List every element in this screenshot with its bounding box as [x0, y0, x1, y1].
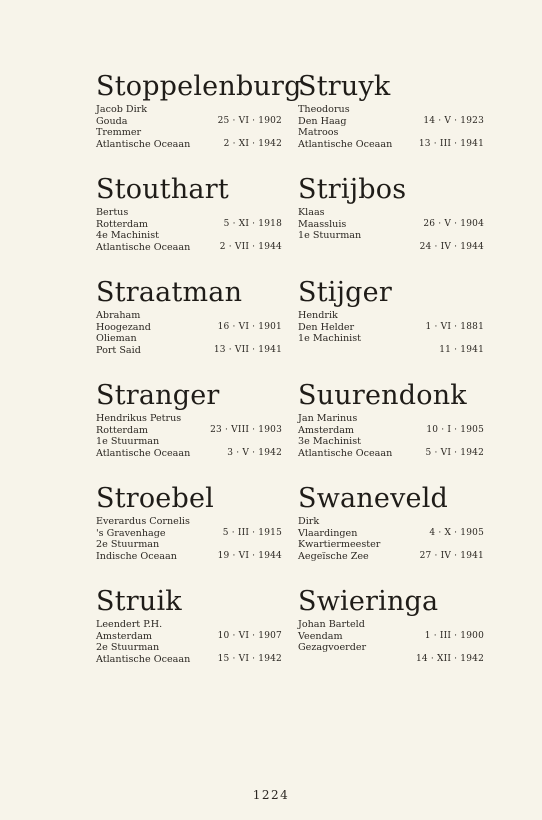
- surname: Struik: [96, 586, 182, 617]
- place-of-death: Aegeïsche Zee: [298, 550, 369, 562]
- entry-suurendonk: [298, 379, 484, 482]
- birth-line: [96, 528, 282, 540]
- death-line: [96, 654, 282, 666]
- birthplace: Rotterdam: [96, 424, 148, 436]
- death-date: 27 · IV · 1941: [419, 550, 484, 561]
- rank-line: [96, 127, 282, 139]
- birthplace: Amsterdam: [298, 424, 355, 436]
- place-of-death: Atlantische Oceaan: [298, 447, 393, 459]
- first-names: Dirk: [298, 516, 320, 527]
- rank-line: [298, 642, 484, 654]
- death-date: 13 · VII · 1941: [213, 344, 282, 355]
- first-names-line: [96, 413, 282, 425]
- rank: 1e Machinist: [298, 333, 362, 344]
- first-names: Hendrikus Petrus: [96, 413, 182, 424]
- birth-date: 1 · III · 1900: [424, 630, 484, 641]
- birth-date: 16 · VI · 1901: [217, 321, 282, 332]
- birthplace: Veendam: [298, 630, 343, 642]
- place-of-death: Atlantische Oceaan: [96, 138, 191, 150]
- place-of-death: Indische Oceaan: [96, 550, 177, 562]
- death-line: [96, 345, 282, 357]
- birth-date: 25 · VI · 1902: [217, 115, 282, 126]
- rank-line: [298, 539, 484, 551]
- first-names: Klaas: [298, 207, 325, 218]
- birth-date: 5 · XI · 1918: [223, 218, 282, 229]
- birth-date: 10 · VI · 1907: [217, 630, 282, 641]
- surname: Strijbos: [298, 174, 407, 205]
- birthplace: Gouda: [96, 115, 128, 127]
- rank-line: [96, 642, 282, 654]
- entry-swieringa: [298, 585, 484, 688]
- death-date: 3 · V · 1942: [227, 447, 282, 458]
- death-date: 19 · VI · 1944: [217, 550, 282, 561]
- surname: Suurendonk: [298, 380, 467, 411]
- death-date: 5 · VI · 1942: [425, 447, 484, 458]
- place-of-death: Atlantische Oceaan: [96, 653, 191, 665]
- surname: Stroebel: [96, 483, 214, 514]
- birth-date: 5 · III · 1915: [222, 527, 282, 538]
- entry-stroebel: [96, 482, 282, 585]
- birth-date: 4 · X · 1905: [429, 527, 484, 538]
- place-of-death: Atlantische Oceaan: [298, 138, 393, 150]
- entry-strijbos: [298, 173, 484, 276]
- surname: Swieringa: [298, 586, 439, 617]
- birthplace: Rotterdam: [96, 218, 148, 230]
- rank-line: [96, 230, 282, 242]
- entry-struik: [96, 585, 282, 688]
- birth-date: 1 · VI · 1881: [425, 321, 484, 332]
- birth-line: [96, 631, 282, 643]
- first-names-line: [298, 310, 484, 322]
- entry-stranger: [96, 379, 282, 482]
- birthplace: Amsterdam: [96, 630, 153, 642]
- death-line: [96, 448, 282, 460]
- birth-line: [298, 219, 484, 231]
- rank: Olieman: [96, 333, 137, 344]
- first-names-line: [96, 310, 282, 322]
- death-date: 24 · IV · 1944: [419, 241, 484, 252]
- rank: Gezagvoerder: [298, 642, 367, 653]
- death-line: [96, 242, 282, 254]
- rank-line: [298, 230, 484, 242]
- first-names-line: [298, 207, 484, 219]
- rank: 4e Machinist: [96, 230, 160, 241]
- right-column: [298, 70, 484, 688]
- birth-line: [96, 425, 282, 437]
- death-line: [298, 551, 484, 563]
- place-of-death: Atlantische Oceaan: [96, 241, 191, 253]
- surname: Stranger: [96, 380, 220, 411]
- first-names-line: [96, 516, 282, 528]
- first-names-line: [96, 207, 282, 219]
- birthplace: Hoogezand: [96, 321, 151, 333]
- first-names: Hendrik: [298, 310, 338, 321]
- death-date: 14 · XII · 1942: [415, 653, 484, 664]
- first-names: Leendert P.H.: [96, 619, 163, 630]
- birth-line: [96, 116, 282, 128]
- entry-stouthart: [96, 173, 282, 276]
- birth-line: [298, 116, 484, 128]
- rank-line: [298, 127, 484, 139]
- entry-swaneveld: [298, 482, 484, 585]
- first-names-line: [298, 516, 484, 528]
- birth-date: 10 · I · 1905: [426, 424, 484, 435]
- entry-straatman: [96, 276, 282, 379]
- birth-date: 14 · V · 1923: [423, 115, 484, 126]
- birth-date: 23 · VIII · 1903: [210, 424, 282, 435]
- first-names-line: [96, 104, 282, 116]
- first-names-line: [298, 619, 484, 631]
- death-date: 2 · XI · 1942: [223, 138, 282, 149]
- first-names-line: [298, 104, 484, 116]
- first-names: Bertus: [96, 207, 129, 218]
- birth-line: [298, 322, 484, 334]
- place-of-death: Atlantische Oceaan: [96, 447, 191, 459]
- entry-struyk: [298, 70, 484, 173]
- rank: 3e Machinist: [298, 436, 362, 447]
- birth-line: [298, 425, 484, 437]
- first-names: Abraham: [96, 310, 141, 321]
- page-number: 1224: [252, 788, 290, 802]
- rank-line: [298, 333, 484, 345]
- birth-line: [96, 322, 282, 334]
- birth-date: 26 · V · 1904: [423, 218, 484, 229]
- death-date: 2 · VII · 1944: [219, 241, 282, 252]
- death-date: 13 · III · 1941: [418, 138, 484, 149]
- surname: Straatman: [96, 277, 243, 308]
- death-line: [298, 654, 484, 666]
- entry-stijger: [298, 276, 484, 379]
- rank-line: [298, 436, 484, 448]
- birth-line: [298, 631, 484, 643]
- first-names: Jan Marinus: [298, 413, 358, 424]
- death-line: [96, 139, 282, 151]
- death-line: [298, 448, 484, 460]
- rank-line: [96, 436, 282, 448]
- rank-line: [96, 539, 282, 551]
- rank: Kwartiermeester: [298, 539, 381, 550]
- left-column: [96, 70, 302, 688]
- birthplace: 's Gravenhage: [96, 527, 166, 539]
- first-names: Jacob Dirk: [96, 104, 148, 115]
- rank: 1e Stuurman: [298, 230, 362, 241]
- rank: Matroos: [298, 127, 339, 138]
- surname: Struyk: [298, 71, 391, 102]
- first-names: Johan Barteld: [298, 619, 365, 630]
- first-names-line: [96, 619, 282, 631]
- death-line: [298, 345, 484, 357]
- rank: Tremmer: [96, 127, 142, 138]
- birthplace: Maassluis: [298, 218, 347, 230]
- rank: 2e Stuurman: [96, 642, 160, 653]
- death-line: [298, 139, 484, 151]
- birthplace: Den Haag: [298, 115, 347, 127]
- place-of-death: Port Said: [96, 344, 141, 356]
- death-line: [96, 551, 282, 563]
- rank: 2e Stuurman: [96, 539, 160, 550]
- birthplace: Den Helder: [298, 321, 355, 333]
- surname: Stoppelenburg: [96, 71, 302, 102]
- first-names-line: [298, 413, 484, 425]
- rank-line: [96, 333, 282, 345]
- first-names: Theodorus: [298, 104, 350, 115]
- death-line: [298, 242, 484, 254]
- surname: Stijger: [298, 277, 392, 308]
- surname: Swaneveld: [298, 483, 449, 514]
- surname: Stouthart: [96, 174, 229, 205]
- first-names: Everardus Cornelis: [96, 516, 190, 527]
- birthplace: Vlaardingen: [298, 527, 358, 539]
- birth-line: [298, 528, 484, 540]
- entry-stoppelenburg: [96, 70, 302, 173]
- death-date: 11 · 1941: [439, 344, 484, 355]
- rank: 1e Stuurman: [96, 436, 160, 447]
- death-date: 15 · VI · 1942: [217, 653, 282, 664]
- birth-line: [96, 219, 282, 231]
